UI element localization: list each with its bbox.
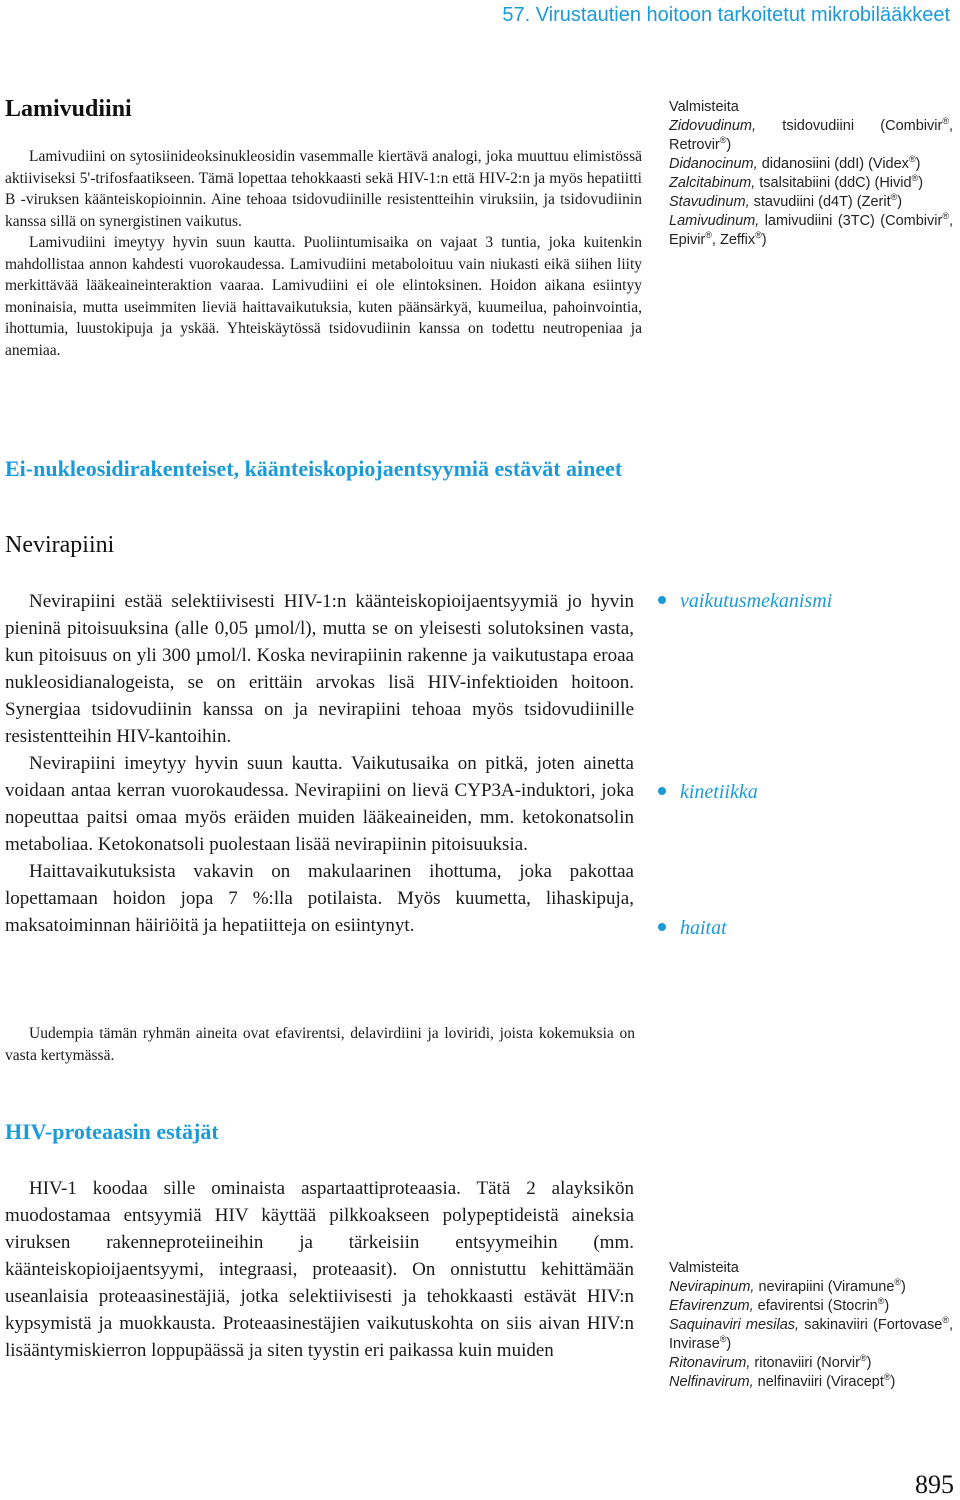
paragraph: Nevirapiini estää selektiivisesti HIV-1:n käänteiskopioijaentsyymiä jo hyvin pieninä pitoisuuksina (alle 0,05 µmol/l), mutta se on yleisesti solutoksinen vasta, kun pitoisuus on yli 300 µmol/l. Koska nevirapiinin rakenne ja vaikutustapa eroaa nukleosidianalogeista, se on erittäin arvokas lisä HIV-infektioiden hoitoon. Synergiaa tsidovudiinin kanssa on ja nevirapiini tehoaa myös tsidovudiinille resistentteihin HIV-kantoihin. xyxy=(5,591,634,747)
nevirapiini-heading: Nevirapiini xyxy=(5,532,115,558)
preparation-item: Zidovudinum, tsidovudiini (Combivir®, Retrovir®) xyxy=(669,116,953,153)
paragraph: Lamivudiini imeytyy hyvin suun kautta. Puoliintumisaika on vajaat 3 tuntia, joka kuitenkin mahdollistaa annon kahdesti vuorokaudessa. Lamivudiini metaboloituu vain niukasti eikä siihen liity merkittävää lääkeaineinteraktion vaaraa. Lamivudiini ei ole elintoksinen. Hoidon aikana esiintyy moninaisia, mutta useimmiten lieviä haittavaikutuksia, kuten päänsärkyä, kuumeilua, pahoinvointia, ihottumia, luustokipuja ja yskää. Yhteiskäytössä tsidovudiinin kanssa on todettu neutropeniaa ja anemiaa. xyxy=(5,234,642,359)
preparations-title: Valmisteita xyxy=(669,1260,739,1276)
preparations-box-2 xyxy=(669,1259,953,1392)
proteaasi-text xyxy=(5,1175,634,1364)
bullet-icon xyxy=(658,596,666,604)
preparations-box-1 xyxy=(669,98,953,250)
margin-note: haitat xyxy=(658,917,727,940)
bullet-icon xyxy=(658,923,666,931)
paragraph: HIV-1 koodaa sille ominaista aspartaattiproteaasia. Tätä 2 alayksikön muodostamaa entsyymiä HIV käyttää pilkkoakseen polypeptideistä aineksia viruksen rakenneproteiineihin ja tärkeisiin entsyymeihin (mm. käänteiskopioijaentsyymi, integraasi, proteaasit). On onnistuttu kehittämään useanlaisia proteaasinestäjiä, jotka selektiivisesti ja tehokkaasti estävät HIV:n kypsymistä ja muokkausta. Proteaasinestäjien vaikutuskohta on siis aivan HIV:n lisääntymiskierron loppupäässä ja siten tyystin eri paikassa kuin muiden xyxy=(5,1178,634,1361)
preparation-item: Didanocinum, didanosiini (ddI) (Videx®) xyxy=(669,154,921,172)
preparation-item: Lamivudinum, lamivudiini (3TC) (Combivir®, Epivir®, Zeffix®) xyxy=(669,211,953,248)
paragraph: Uudempia tämän ryhmän aineita ovat efavirentsi, delavirdiini ja loviridi, joista kokemuksia on vasta kertymässä. xyxy=(5,1025,635,1064)
proteaasi-heading: HIV-proteaasin estäjät xyxy=(5,1119,219,1144)
nevirapiini-text xyxy=(5,588,634,939)
note-text xyxy=(5,1023,635,1066)
preparation-item: Nelfinavirum, nelfinaviiri (Viracept®) xyxy=(669,1372,896,1390)
paragraph: Lamivudiini on sytosiinideoksinukleosidin vasemmalle kiertävä analogi, joka muuttuu elimistössä aktiiviseksi 5'-trifosfaatikseen. Tämä lopettaa tehokkaasti sekä HIV-1:n että HIV-2:n ja myös hepatiitti B -viruksen käänteiskopioinnin. Aine tehoaa tsidovudiinille resistentteihin viruksiin, ja tsidovudiinin kanssa sillä on synergistinen vaikutus. xyxy=(5,148,642,230)
chapter-title: 57. Virustautien hoitoon tarkoitetut mikrobilääkkeet xyxy=(502,4,950,26)
preparation-item: Stavudinum, stavudiini (d4T) (Zerit®) xyxy=(669,192,903,210)
margin-note: kinetiikka xyxy=(658,781,758,804)
paragraph: Nevirapiini imeytyy hyvin suun kautta. Vaikutusaika on pitkä, joten ainetta voidaan antaa kerran vuorokaudessa. Nevirapiini on lievä CYP3A-induktori, joka nopeuttaa paitsi omaa myös eräiden muiden lääkeaineiden, mm. ketokonatsolin metaboliaa. Ketokonatsoli puolestaan lisää nevirapiinin pitoisuuksia. xyxy=(5,753,634,855)
bullet-icon xyxy=(658,787,666,795)
lamivudiini-text xyxy=(5,146,642,361)
preparation-item: Efavirenzum, efavirentsi (Stocrin®) xyxy=(669,1296,890,1314)
paragraph: Haittavaikutuksista vakavin on makulaarinen ihottuma, joka pakottaa lopettamaan hoidon jopa 7 %:lla potilaista. Myös kuumetta, lihaskipuja, maksatoiminnan häiriöitä ja hepatiitteja on esiintynyt. xyxy=(5,861,634,936)
lamivudiini-heading: Lamivudiini xyxy=(5,96,132,122)
preparation-item: Nevirapinum, nevirapiini (Viramune®) xyxy=(669,1277,906,1295)
section-heading-nnrti: Ei-nukleosidirakenteiset, käänteiskopiojaentsyymiä estävät aineet xyxy=(5,456,623,481)
margin-note: vaikutusmekanismi xyxy=(658,590,832,613)
page-number: 895 xyxy=(915,1470,954,1499)
preparation-item: Zalcitabinum, tsalsitabiini (ddC) (Hivid®) xyxy=(669,173,924,191)
preparation-item: Saquinaviri mesilas, sakinaviiri (Fortovase®, Invirase®) xyxy=(669,1315,953,1352)
preparation-item: Ritonavirum, ritonaviiri (Norvir®) xyxy=(669,1353,872,1371)
preparations-title: Valmisteita xyxy=(669,99,739,115)
